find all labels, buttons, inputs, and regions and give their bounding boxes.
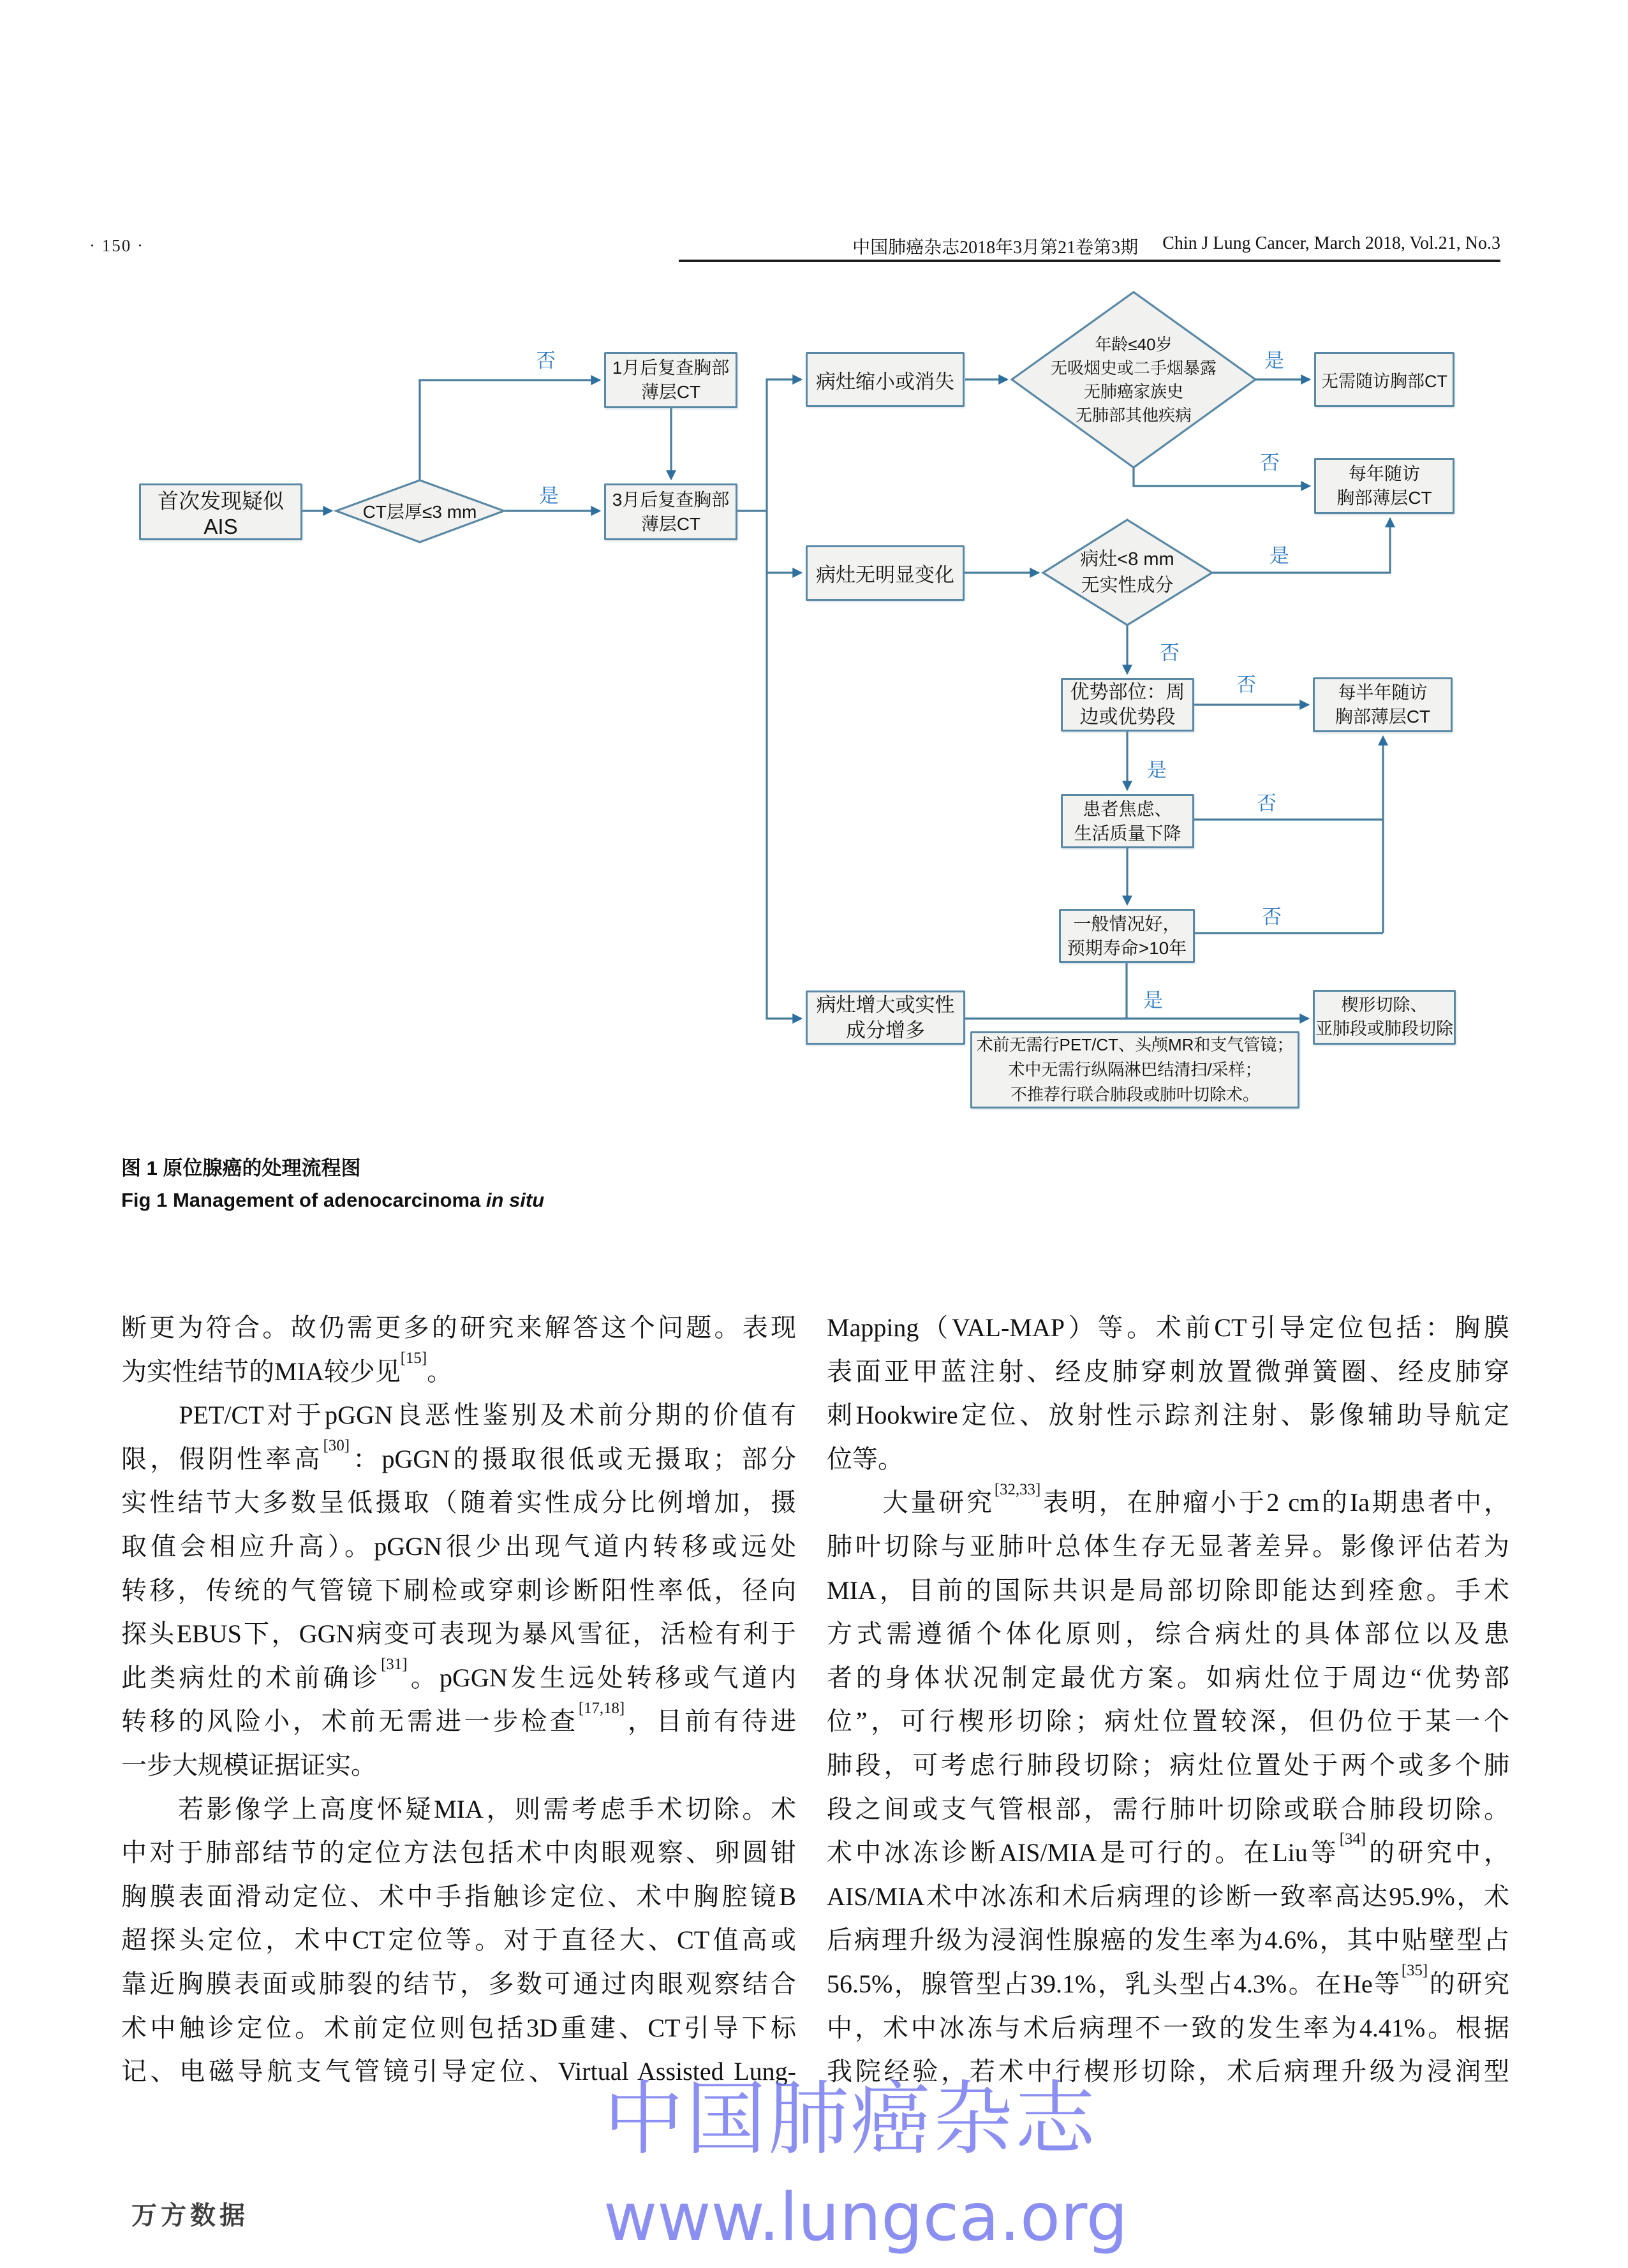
node-text-line: 无吸烟史或二手烟暴露 — [1050, 358, 1217, 378]
watermark-url: www.lungca.org — [603, 2179, 1128, 2256]
node-text-line: 薄层CT — [640, 513, 701, 534]
node-text-line: 亚肺段或肺段切除 — [1315, 1019, 1453, 1038]
node-text-line: 年龄≤40岁 — [1095, 335, 1173, 354]
body-text-line: 此类病灶的术前确诊[31]。pGGN发生远处转移或气道内 — [121, 1656, 796, 1692]
node-surgery-note — [970, 1031, 1299, 1108]
node-text-line: 薄层CT — [640, 382, 701, 402]
figure-caption-en-italic: in situ — [485, 1189, 545, 1211]
edge-label-yes: 是 — [1264, 350, 1284, 372]
node-first-detection — [139, 483, 302, 540]
node-text-line: 优势部位：周 — [1070, 682, 1185, 703]
node-text-line: 术中无需行纵隔淋巴结清扫/采样； — [1008, 1060, 1262, 1079]
wanfang-data-logo: 万方数据 — [131, 2202, 249, 2230]
body-text-line: MIA，目前的国际共识是局部切除即能达到痊愈。手术 — [827, 1575, 1509, 1605]
edge-label-yes: 是 — [1143, 989, 1163, 1012]
node-lesion-nochange — [806, 545, 965, 601]
body-text-line: 胸膜表面滑动定位、术中手指触诊定位、术中胸腔镜B — [121, 1881, 796, 1911]
body-text-line: 转移，传统的气管镜下刷检或穿刺诊断阳性率低，径向 — [121, 1575, 796, 1605]
decision-ct-thickness-label — [343, 495, 496, 527]
node-text-line: 每年随访 — [1348, 464, 1420, 483]
body-text-line: 56.5%，腺管型占39.1%，乳头型占4.3%。在He等[35]的研究 — [827, 1962, 1509, 1998]
body-text-line: 实性结节大多数呈低摄取（随着实性成分比例增加，摄 — [121, 1488, 796, 1517]
node-general-condition — [1059, 909, 1195, 963]
body-text-line: 取值会相应升高）。pGGN很少出现气道内转移或远处 — [121, 1531, 796, 1561]
node-text-line: 生活质量下降 — [1074, 823, 1181, 843]
body-text-line: 方式需遵循个体化原则，综合病灶的具体部位以及患 — [827, 1619, 1509, 1649]
body-text-line: 肺叶切除与亚肺叶总体生存无显著差异。影像评估若为 — [827, 1531, 1509, 1561]
edge-label-no: 否 — [1160, 642, 1180, 664]
body-text-line: 者的身体状况制定最优方案。如病灶位于周边“优势部 — [827, 1663, 1509, 1692]
body-column-left — [121, 1306, 796, 2094]
body-text-line: 中，术中冰冻与术后病理不一致的发生率为4.41%。根据 — [827, 2013, 1509, 2042]
node-recheck-1month — [604, 352, 737, 408]
body-text-line: 记、电磁导航支气管镜引导定位、Virtual Assisted Lung- — [121, 2057, 796, 2086]
body-text-line: 若影像学上高度怀疑MIA，则需考虑手术切除。术 — [121, 1794, 796, 1823]
figure-caption-en — [121, 1189, 544, 1212]
body-text-line: 术中触诊定位。术前定位则包括3D重建、CT引导下标 — [121, 2013, 796, 2042]
node-text-line: 不推荐行联合肺段或肺叶切除术。 — [1010, 1085, 1259, 1104]
watermark-journal-name: 中国肺癌杂志 — [603, 2072, 1097, 2166]
node-text-line: 病灶缩小或消失 — [816, 370, 954, 393]
body-text-line: 转移的风险小，术前无需进一步检查[17,18]，目前有待进 — [121, 1699, 797, 1736]
node-text-line: 患者焦虑、 — [1083, 799, 1173, 819]
decision-age-risk-label — [1019, 332, 1248, 429]
journal-title-en: Chin J Lung Cancer, March 2018, Vol.21, No.3 — [1162, 233, 1500, 253]
node-text-line: 无肺癌家族史 — [1083, 382, 1183, 401]
node-text-line: 无肺部其他疾病 — [1075, 406, 1192, 425]
node-text-line: 边或优势段 — [1079, 707, 1176, 728]
node-text-line: 1月后复查胸部 — [612, 358, 730, 378]
body-text-line: 位”，可行楔形切除；病灶位置较深，但仍位于某一个 — [827, 1707, 1509, 1736]
body-text-line: Mapping（VAL-MAP）等。术前CT引导定位包括：胸膜 — [827, 1313, 1509, 1342]
node-lesion-grow — [806, 990, 965, 1045]
edge-label-no: 否 — [1262, 906, 1282, 928]
node-text-line: 病灶增大或实性 — [816, 993, 955, 1016]
body-text-line: 为实性结节的MIA较少见[15]。 — [121, 1349, 453, 1386]
edge-label-yes: 是 — [1269, 545, 1289, 567]
figure-caption-en-text: Fig 1 Management of adenocarcinoma — [121, 1189, 486, 1211]
node-text-line: 每半年随访 — [1338, 682, 1428, 702]
node-text-line: 胸部薄层CT — [1335, 707, 1431, 726]
node-no-followup — [1314, 352, 1454, 407]
node-wedge-resection — [1313, 990, 1456, 1045]
node-yearly-followup — [1314, 458, 1454, 514]
body-text-line: 表面亚甲蓝注射、经皮肺穿刺放置微弹簧圈、经皮肺穿 — [827, 1357, 1509, 1386]
node-text-line: 成分增多 — [846, 1019, 925, 1042]
body-text-line: 探头EBUS下，GGN病变可表现为暴风雪征，活检有利于 — [121, 1619, 796, 1649]
edge-label-yes: 是 — [1147, 759, 1167, 781]
node-lesion-shrink — [806, 352, 965, 407]
body-text-line: 段之间或支气管根部，需行肺叶切除或联合肺段切除。 — [827, 1794, 1509, 1823]
node-text-line: 楔形切除、 — [1341, 996, 1428, 1015]
node-text-line: 无实性成分 — [1081, 575, 1174, 596]
node-patient-anxiety — [1061, 794, 1194, 848]
figure-caption-zh: 图 1 原位腺癌的处理流程图 — [121, 1157, 361, 1179]
node-text-line: 3月后复查胸部 — [612, 489, 730, 510]
edge-label-no: 否 — [1257, 792, 1276, 814]
body-text-line: AIS/MIA术中冰冻和术后病理的诊断一致率高达95.9%，术 — [827, 1881, 1509, 1911]
body-text-line: 术中冰冻诊断AIS/MIA是可行的。在Liu等[34]的研究中， — [827, 1830, 1509, 1867]
node-text-line: 一般情况好， — [1073, 913, 1181, 934]
node-halfyear-followup — [1313, 677, 1453, 732]
node-text-line: 胸部薄层CT — [1336, 488, 1432, 508]
node-text-line: 病灶<8 mm — [1080, 549, 1174, 570]
node-text-line: 术前无需行PET/CT、头颅MR和支气管镜； — [976, 1035, 1294, 1054]
node-text-line: 病灶无明显变化 — [816, 564, 954, 586]
decision-size-8mm-label — [1051, 538, 1204, 607]
body-text-line: 断更为符合。故仍需更多的研究来解答这个问题。表现 — [121, 1313, 796, 1342]
body-text-line: 一步大规模证据证实。 — [121, 1750, 376, 1779]
journal-title-zh: 中国肺癌杂志2018年3月第21卷第3期 — [852, 238, 1139, 258]
body-text-line: 中对于肺部结节的定位方法包括术中肉眼观察、卵圆钳 — [121, 1838, 796, 1867]
node-text-line: 预期寿命>10年 — [1067, 938, 1187, 958]
edge-label-yes: 是 — [539, 485, 559, 507]
body-text-line: 肺段，可考虑行肺段切除；病灶位置处于两个或多个肺 — [827, 1750, 1509, 1779]
page-number: · 150 · — [89, 236, 144, 255]
body-text-line: 靠近胸膜表面或肺裂的结节，多数可通过肉眼观察结合 — [121, 1969, 796, 1998]
node-text-line: CT层厚≤3 mm — [362, 502, 477, 522]
body-text-line: 刺Hookwire定位、放射性示踪剂注射、影像辅助导航定 — [827, 1401, 1509, 1430]
body-text-line: 位等。 — [827, 1444, 903, 1473]
body-text-line: 我院经验，若术中行楔形切除，术后病理升级为浸润型 — [827, 2057, 1509, 2086]
edge-label-no: 否 — [536, 350, 556, 372]
body-text-line: PET/CT对于pGGN良恶性鉴别及术前分期的价值有 — [121, 1401, 796, 1430]
node-text-line: 无需随访胸部CT — [1321, 371, 1447, 391]
node-text-line: 首次发现疑似AIS — [158, 489, 284, 538]
edge-label-no: 否 — [1260, 452, 1280, 474]
edge-label-no: 否 — [1236, 674, 1256, 696]
body-text-line: 大量研究[32,33]表明，在肿瘤小于2 cm的Ia期患者中， — [827, 1480, 1509, 1517]
body-text-line: 后病理升级为浸润性腺癌的发生率为4.6%，其中贴壁型占 — [827, 1926, 1509, 1955]
body-column-right — [827, 1306, 1509, 2094]
body-text-line: 超探头定位，术中CT定位等。对于直径大、CT值高或 — [121, 1926, 796, 1955]
body-text-line: 限，假阴性率高[30]：pGGN的摄取很低或无摄取；部分 — [121, 1437, 796, 1473]
node-recheck-3month — [604, 483, 737, 540]
node-dominant-location — [1061, 678, 1194, 732]
